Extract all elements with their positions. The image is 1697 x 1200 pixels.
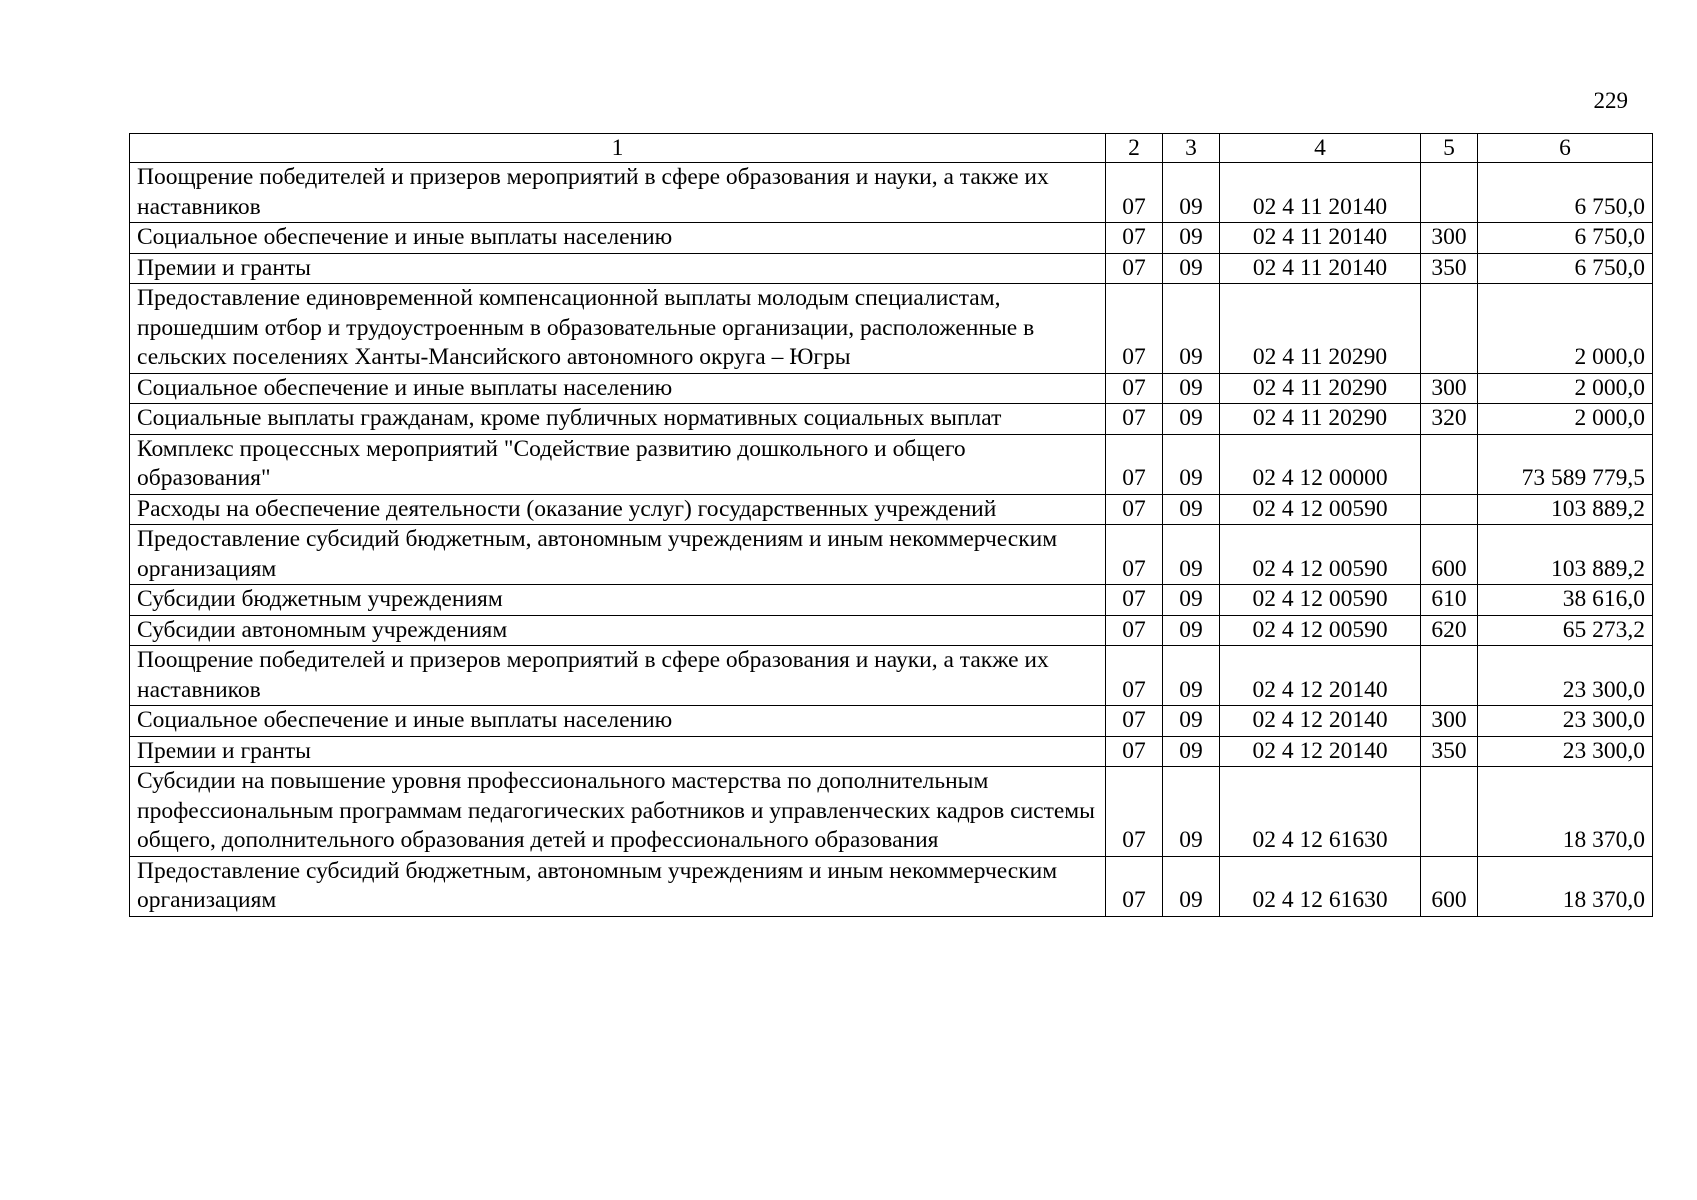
cell-name: Премии и гранты: [130, 736, 1106, 767]
cell-subsection: 09: [1163, 253, 1220, 284]
table-header-row: [130, 134, 1653, 163]
cell-target-code: 02 4 11 20140: [1220, 163, 1421, 223]
cell-amount: 2 000,0: [1478, 404, 1653, 435]
cell-target-code: 02 4 11 20140: [1220, 253, 1421, 284]
cell-target-code: 02 4 11 20140: [1220, 223, 1421, 254]
budget-table: [129, 133, 1653, 917]
cell-expense-type: 600: [1421, 525, 1478, 585]
table-row: [130, 163, 1653, 223]
cell-expense-type: 300: [1421, 373, 1478, 404]
table-row: [130, 373, 1653, 404]
cell-target-code: 02 4 12 00590: [1220, 494, 1421, 525]
cell-amount: 23 300,0: [1478, 706, 1653, 737]
table-row: [130, 646, 1653, 706]
table-body: [130, 163, 1653, 917]
cell-subsection: 09: [1163, 736, 1220, 767]
table-row: [130, 615, 1653, 646]
cell-name: Субсидии на повышение уровня профессионального мастерства по дополнительным профессиональным программам педагогических работников и управленческих кадров системы общего, дополнительного образования детей и профессионального образования: [130, 767, 1106, 857]
cell-amount: 73 589 779,5: [1478, 434, 1653, 494]
table-row: [130, 585, 1653, 616]
cell-expense-type: 600: [1421, 856, 1478, 916]
table-row: [130, 525, 1653, 585]
cell-amount: 6 750,0: [1478, 223, 1653, 254]
table-row: [130, 856, 1653, 916]
cell-expense-type: [1421, 646, 1478, 706]
cell-subsection: 09: [1163, 223, 1220, 254]
cell-name: Поощрение победителей и призеров мероприятий в сфере образования и науки, а также их наставников: [130, 646, 1106, 706]
header-cell-type: 5: [1421, 134, 1478, 163]
cell-amount: 18 370,0: [1478, 767, 1653, 857]
cell-name: Комплекс процессных мероприятий "Содействие развитию дошкольного и общего образования": [130, 434, 1106, 494]
cell-amount: 23 300,0: [1478, 646, 1653, 706]
table-row: [130, 434, 1653, 494]
cell-amount: 2 000,0: [1478, 373, 1653, 404]
cell-subsection: 09: [1163, 646, 1220, 706]
table-row: [130, 284, 1653, 374]
cell-expense-type: 620: [1421, 615, 1478, 646]
header-cell-amount: 6: [1478, 134, 1653, 163]
cell-name: Предоставление единовременной компенсационной выплаты молодым специалистам, прошедшим отбор и трудоустроенным в образовательные организации, расположенные в сельских поселениях Ханты-Мансийского автономного округа – Югры: [130, 284, 1106, 374]
cell-expense-type: 350: [1421, 253, 1478, 284]
cell-expense-type: [1421, 163, 1478, 223]
cell-subsection: 09: [1163, 615, 1220, 646]
cell-target-code: 02 4 12 20140: [1220, 736, 1421, 767]
cell-name: Социальное обеспечение и иные выплаты населению: [130, 373, 1106, 404]
cell-expense-type: 300: [1421, 223, 1478, 254]
cell-name: Предоставление субсидий бюджетным, автономным учреждениям и иным некоммерческим организациям: [130, 525, 1106, 585]
cell-target-code: 02 4 11 20290: [1220, 284, 1421, 374]
header-cell-subsection: 3: [1163, 134, 1220, 163]
table-row: [130, 223, 1653, 254]
cell-expense-type: 320: [1421, 404, 1478, 435]
cell-target-code: 02 4 12 61630: [1220, 856, 1421, 916]
cell-subsection: 09: [1163, 856, 1220, 916]
cell-name: Субсидии автономным учреждениям: [130, 615, 1106, 646]
cell-section: 07: [1106, 646, 1163, 706]
cell-amount: 2 000,0: [1478, 284, 1653, 374]
cell-target-code: 02 4 12 61630: [1220, 767, 1421, 857]
cell-target-code: 02 4 12 20140: [1220, 646, 1421, 706]
cell-expense-type: 350: [1421, 736, 1478, 767]
cell-name: Поощрение победителей и призеров мероприятий в сфере образования и науки, а также их наставников: [130, 163, 1106, 223]
cell-name: Социальное обеспечение и иные выплаты населению: [130, 223, 1106, 254]
cell-expense-type: 610: [1421, 585, 1478, 616]
cell-section: 07: [1106, 163, 1163, 223]
cell-section: 07: [1106, 284, 1163, 374]
cell-section: 07: [1106, 856, 1163, 916]
cell-expense-type: [1421, 494, 1478, 525]
cell-subsection: 09: [1163, 434, 1220, 494]
cell-name: Премии и гранты: [130, 253, 1106, 284]
cell-subsection: 09: [1163, 373, 1220, 404]
table-row: [130, 736, 1653, 767]
table-row: [130, 253, 1653, 284]
cell-name: Расходы на обеспечение деятельности (оказание услуг) государственных учреждений: [130, 494, 1106, 525]
cell-amount: 103 889,2: [1478, 525, 1653, 585]
cell-subsection: 09: [1163, 585, 1220, 616]
cell-amount: 103 889,2: [1478, 494, 1653, 525]
cell-expense-type: [1421, 767, 1478, 857]
cell-amount: 18 370,0: [1478, 856, 1653, 916]
cell-section: 07: [1106, 404, 1163, 435]
header-cell-section: 2: [1106, 134, 1163, 163]
cell-section: 07: [1106, 434, 1163, 494]
header-cell-target: 4: [1220, 134, 1421, 163]
cell-amount: 6 750,0: [1478, 253, 1653, 284]
cell-subsection: 09: [1163, 163, 1220, 223]
cell-section: 07: [1106, 585, 1163, 616]
cell-subsection: 09: [1163, 284, 1220, 374]
cell-section: 07: [1106, 706, 1163, 737]
cell-subsection: 09: [1163, 404, 1220, 435]
cell-section: 07: [1106, 494, 1163, 525]
table-row: [130, 767, 1653, 857]
cell-section: 07: [1106, 253, 1163, 284]
cell-section: 07: [1106, 767, 1163, 857]
cell-name: Социальные выплаты гражданам, кроме публичных нормативных социальных выплат: [130, 404, 1106, 435]
cell-name: Предоставление субсидий бюджетным, автономным учреждениям и иным некоммерческим организациям: [130, 856, 1106, 916]
cell-section: 07: [1106, 525, 1163, 585]
cell-section: 07: [1106, 373, 1163, 404]
cell-target-code: 02 4 12 20140: [1220, 706, 1421, 737]
cell-amount: 23 300,0: [1478, 736, 1653, 767]
cell-target-code: 02 4 12 00590: [1220, 585, 1421, 616]
cell-subsection: 09: [1163, 525, 1220, 585]
cell-expense-type: [1421, 434, 1478, 494]
header-cell-name: 1: [130, 134, 1106, 163]
table-row: [130, 494, 1653, 525]
cell-amount: 65 273,2: [1478, 615, 1653, 646]
cell-target-code: 02 4 12 00590: [1220, 615, 1421, 646]
cell-expense-type: [1421, 284, 1478, 374]
cell-section: 07: [1106, 223, 1163, 254]
cell-target-code: 02 4 12 00590: [1220, 525, 1421, 585]
cell-target-code: 02 4 11 20290: [1220, 373, 1421, 404]
cell-amount: 38 616,0: [1478, 585, 1653, 616]
cell-amount: 6 750,0: [1478, 163, 1653, 223]
cell-name: Субсидии бюджетным учреждениям: [130, 585, 1106, 616]
cell-subsection: 09: [1163, 494, 1220, 525]
cell-target-code: 02 4 11 20290: [1220, 404, 1421, 435]
cell-section: 07: [1106, 615, 1163, 646]
page-number: 229: [1593, 88, 1628, 113]
cell-name: Социальное обеспечение и иные выплаты населению: [130, 706, 1106, 737]
table-row: [130, 404, 1653, 435]
cell-target-code: 02 4 12 00000: [1220, 434, 1421, 494]
cell-expense-type: 300: [1421, 706, 1478, 737]
cell-subsection: 09: [1163, 767, 1220, 857]
cell-section: 07: [1106, 736, 1163, 767]
cell-subsection: 09: [1163, 706, 1220, 737]
table-row: [130, 706, 1653, 737]
